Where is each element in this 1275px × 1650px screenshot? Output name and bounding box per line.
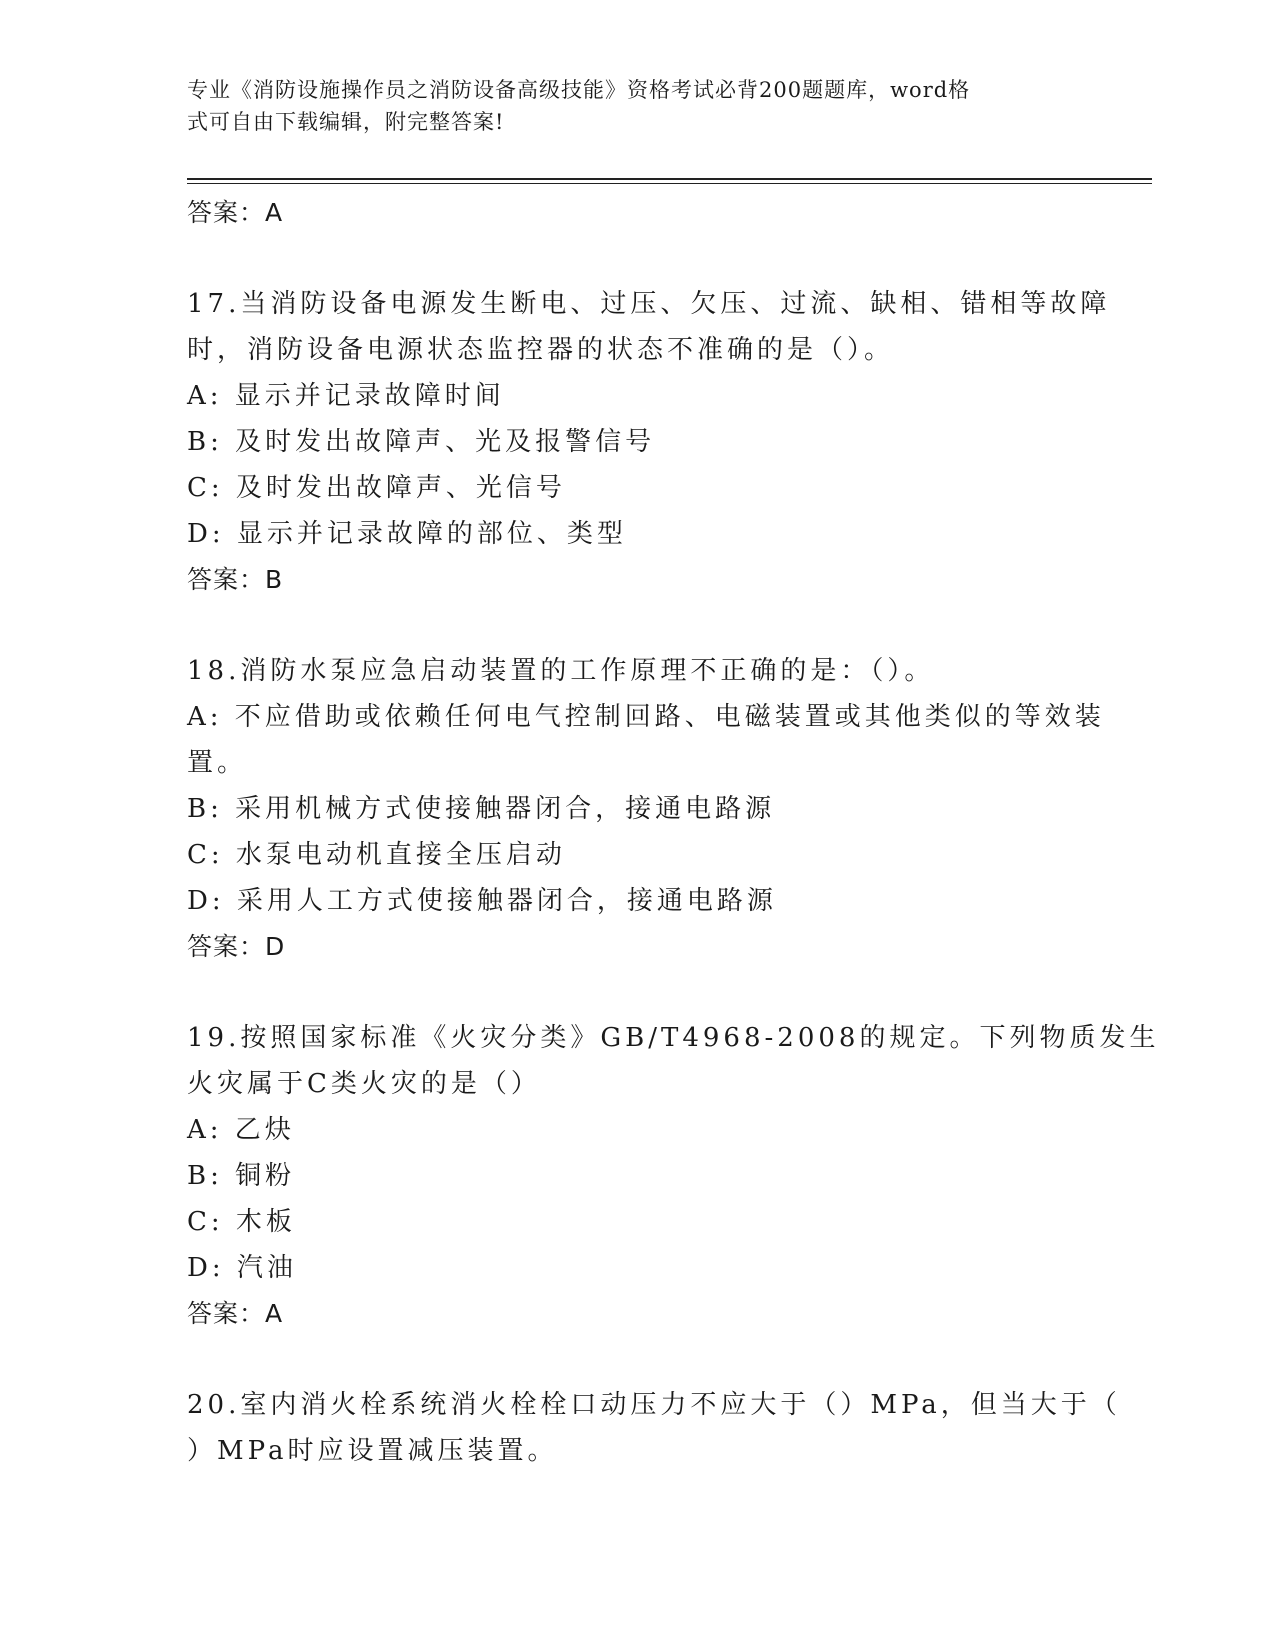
question-18 <box>187 648 1105 970</box>
question-text: 18.消防水泵应急启动装置的工作原理不正确的是：（）。 <box>187 656 935 686</box>
question-text: 17.当消防设备电源发生断电、过压、欠压、过流、缺相、错相等故障 <box>187 289 1111 319</box>
option-a: A: 不应借助或依赖任何电气控制回路、电磁装置或其他类似的等效装 <box>187 702 1105 732</box>
option-a-continued: 置。 <box>187 748 248 778</box>
option-b: B: 及时发出故障声、光及报警信号 <box>187 427 656 457</box>
option-c: C: 及时发出故障声、光信号 <box>187 473 566 503</box>
option-c: C: 木板 <box>187 1207 296 1237</box>
header-rule-thin <box>187 183 1152 184</box>
question-17 <box>187 281 1111 603</box>
option-a: A: 乙炔 <box>187 1115 295 1145</box>
question-20 <box>187 1382 1121 1474</box>
option-d: D: 采用人工方式使接触器闭合，接通电路源 <box>187 886 777 916</box>
question-text: 火灾属于C类火灾的是（） <box>187 1069 541 1099</box>
option-c: C: 水泵电动机直接全压启动 <box>187 840 566 870</box>
question-text: ）MPa时应设置减压装置。 <box>187 1436 558 1466</box>
header-line-2: 式可自由下载编辑，附完整答案! <box>187 110 505 134</box>
option-b: B: 铜粉 <box>187 1161 296 1191</box>
document-header <box>187 74 1067 138</box>
answer-previous: 答案：A <box>187 198 284 227</box>
question-text: 20.室内消火栓系统消火栓栓口动压力不应大于（）MPa，但当大于（ <box>187 1390 1121 1420</box>
question-19 <box>187 1015 1160 1337</box>
header-rule-thick <box>187 178 1152 180</box>
question-text: 19.按照国家标准《火灾分类》GB/T4968-2008的规定。下列物质发生 <box>187 1023 1160 1053</box>
answer: 答案：B <box>187 565 284 594</box>
answer: 答案：A <box>187 1299 284 1328</box>
option-a: A: 显示并记录故障时间 <box>187 381 505 411</box>
document-body <box>187 190 1160 1474</box>
answer: 答案：D <box>187 932 286 961</box>
option-b: B: 采用机械方式使接触器闭合，接通电路源 <box>187 794 776 824</box>
option-d: D: 汽油 <box>187 1253 297 1283</box>
option-d: D: 显示并记录故障的部位、类型 <box>187 519 627 549</box>
question-text: 时，消防设备电源状态监控器的状态不准确的是（）。 <box>187 335 895 365</box>
header-line-1: 专业《消防设施操作员之消防设备高级技能》资格考试必背200题题库，word格 <box>187 78 971 102</box>
